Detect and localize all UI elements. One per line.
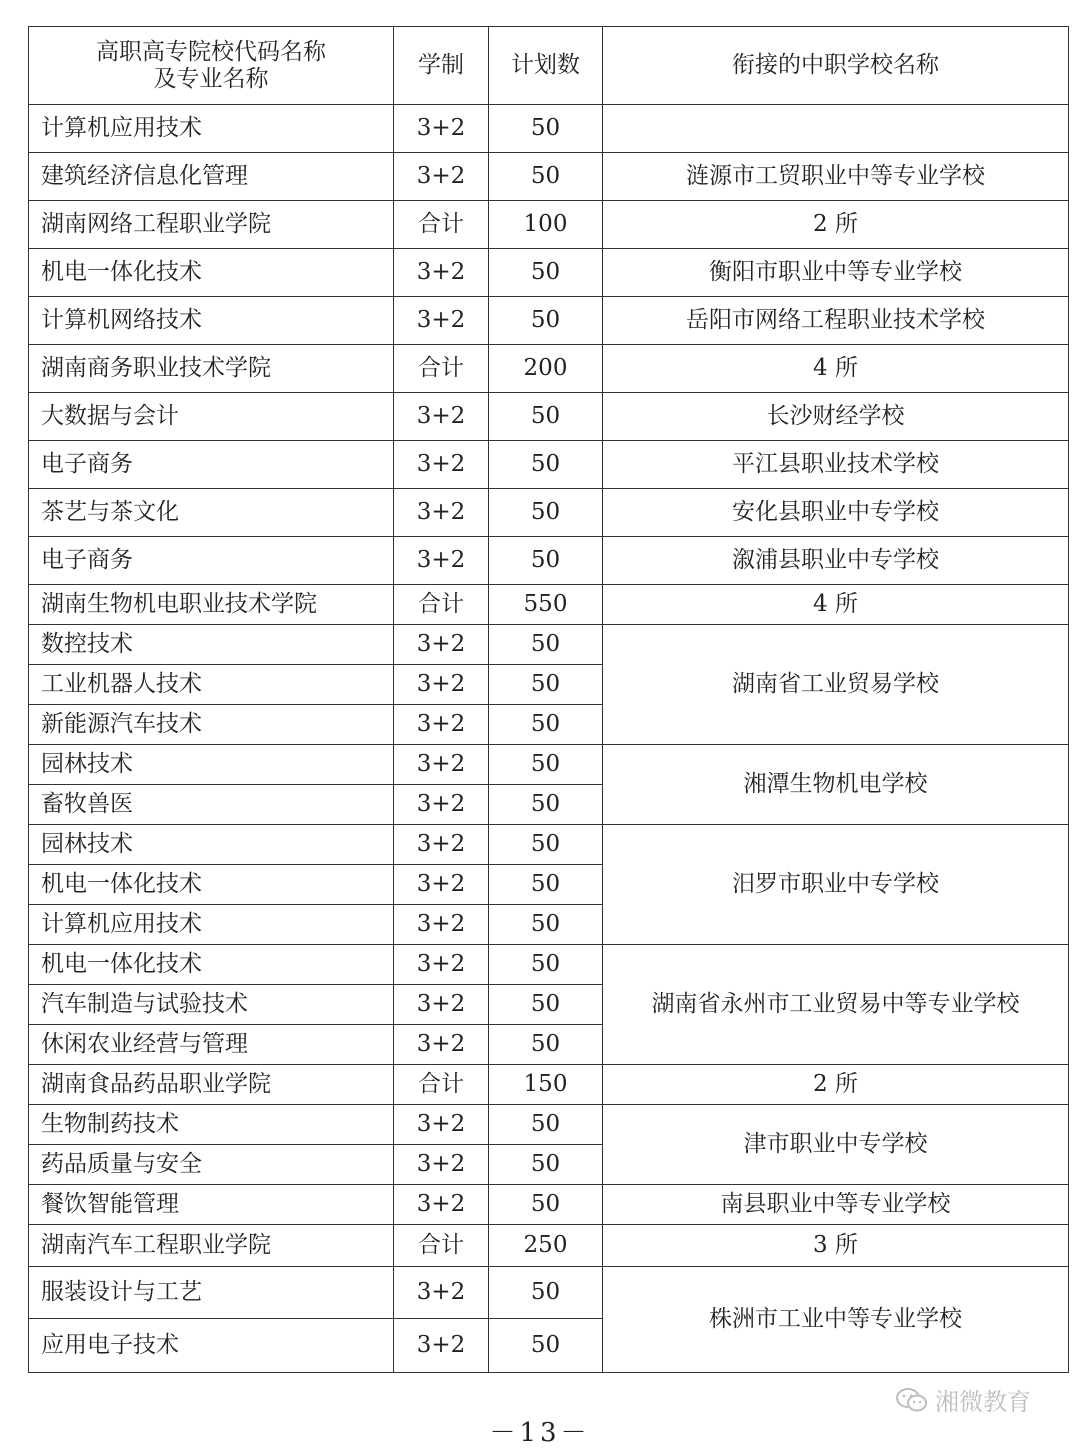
table-row: [29, 1225, 1069, 1267]
quota-cell: 200: [489, 345, 603, 393]
school-cell: 3 所: [603, 1225, 1069, 1267]
quota-cell: 150: [489, 1065, 603, 1105]
major-name-cell: 大数据与会计: [29, 393, 394, 441]
major-name-cell: 计算机网络技术: [29, 297, 394, 345]
major-name-cell: 生物制药技术: [29, 1105, 394, 1145]
header-college-major-line1: 高职高专院校代码名称: [96, 39, 326, 66]
major-name-cell: 电子商务: [29, 441, 394, 489]
major-name-cell: 机电一体化技术: [29, 249, 394, 297]
quota-cell: 50: [489, 785, 603, 825]
table-row: [29, 585, 1069, 625]
table-row: [29, 825, 1069, 865]
school-cell: 南县职业中等专业学校: [603, 1185, 1069, 1225]
quota-cell: 50: [489, 1025, 603, 1065]
major-name-cell: 数控技术: [29, 625, 394, 665]
table-row: [29, 297, 1069, 345]
school-cell: 株洲市工业中等专业学校: [603, 1267, 1069, 1373]
school-cell: 溆浦县职业中专学校: [603, 537, 1069, 585]
header-college-major: [29, 27, 394, 105]
duration-cell: 合计: [394, 201, 489, 249]
duration-cell: 3+2: [394, 1319, 489, 1373]
table-row: [29, 441, 1069, 489]
quota-cell: 550: [489, 585, 603, 625]
header-duration: 学制: [394, 27, 489, 105]
school-cell: 湖南省工业贸易学校: [603, 625, 1069, 745]
quota-cell: 50: [489, 665, 603, 705]
school-cell: 衡阳市职业中等专业学校: [603, 249, 1069, 297]
school-cell: [603, 105, 1069, 153]
duration-cell: 3+2: [394, 297, 489, 345]
quota-cell: 50: [489, 825, 603, 865]
table-row: [29, 153, 1069, 201]
quota-cell: 50: [489, 1267, 603, 1319]
school-cell: 长沙财经学校: [603, 393, 1069, 441]
quota-cell: 50: [489, 705, 603, 745]
major-name-cell: 建筑经济信息化管理: [29, 153, 394, 201]
quota-cell: 50: [489, 249, 603, 297]
table-row: [29, 1185, 1069, 1225]
duration-cell: 3+2: [394, 985, 489, 1025]
major-name-cell: 湖南生物机电职业技术学院: [29, 585, 394, 625]
major-name-cell: 湖南食品药品职业学院: [29, 1065, 394, 1105]
school-cell: 津市职业中专学校: [603, 1105, 1069, 1185]
duration-cell: 合计: [394, 585, 489, 625]
school-cell: 湘潭生物机电学校: [603, 745, 1069, 825]
major-name-cell: 计算机应用技术: [29, 105, 394, 153]
school-cell: 4 所: [603, 345, 1069, 393]
table-row: [29, 745, 1069, 785]
table-row: [29, 625, 1069, 665]
table-row: [29, 393, 1069, 441]
school-cell: 安化县职业中专学校: [603, 489, 1069, 537]
quota-cell: 50: [489, 441, 603, 489]
duration-cell: 3+2: [394, 825, 489, 865]
major-name-cell: 茶艺与茶文化: [29, 489, 394, 537]
enrollment-plan-table: [28, 26, 1069, 1373]
duration-cell: 3+2: [394, 249, 489, 297]
school-cell: 2 所: [603, 201, 1069, 249]
table-row: [29, 105, 1069, 153]
quota-cell: 50: [489, 945, 603, 985]
major-name-cell: 计算机应用技术: [29, 905, 394, 945]
major-name-cell: 新能源汽车技术: [29, 705, 394, 745]
major-name-cell: 园林技术: [29, 825, 394, 865]
quota-cell: 50: [489, 489, 603, 537]
quota-cell: 50: [489, 865, 603, 905]
school-cell: 4 所: [603, 585, 1069, 625]
table-row: [29, 1267, 1069, 1319]
duration-cell: 3+2: [394, 1267, 489, 1319]
duration-cell: 3+2: [394, 537, 489, 585]
header-quota: 计划数: [489, 27, 603, 105]
quota-cell: 250: [489, 1225, 603, 1267]
duration-cell: 3+2: [394, 705, 489, 745]
duration-cell: 3+2: [394, 393, 489, 441]
major-name-cell: 餐饮智能管理: [29, 1185, 394, 1225]
major-name-cell: 畜牧兽医: [29, 785, 394, 825]
quota-cell: 50: [489, 905, 603, 945]
major-name-cell: 服装设计与工艺: [29, 1267, 394, 1319]
major-name-cell: 工业机器人技术: [29, 665, 394, 705]
watermark-text: 湘微教育: [935, 1388, 1031, 1416]
duration-cell: 3+2: [394, 105, 489, 153]
duration-cell: 3+2: [394, 1145, 489, 1185]
quota-cell: 50: [489, 537, 603, 585]
table-row: [29, 945, 1069, 985]
duration-cell: 3+2: [394, 665, 489, 705]
duration-cell: 合计: [394, 345, 489, 393]
quota-cell: 50: [489, 297, 603, 345]
duration-cell: 3+2: [394, 441, 489, 489]
duration-cell: 合计: [394, 1065, 489, 1105]
major-name-cell: 园林技术: [29, 745, 394, 785]
school-cell: 2 所: [603, 1065, 1069, 1105]
school-cell: 涟源市工贸职业中等专业学校: [603, 153, 1069, 201]
quota-cell: 50: [489, 625, 603, 665]
quota-cell: 50: [489, 153, 603, 201]
school-cell: 汨罗市职业中专学校: [603, 825, 1069, 945]
table-row: [29, 489, 1069, 537]
major-name-cell: 湖南汽车工程职业学院: [29, 1225, 394, 1267]
duration-cell: 合计: [394, 1225, 489, 1267]
major-name-cell: 湖南商务职业技术学院: [29, 345, 394, 393]
duration-cell: 3+2: [394, 625, 489, 665]
duration-cell: 3+2: [394, 785, 489, 825]
school-cell: 湖南省永州市工业贸易中等专业学校: [603, 945, 1069, 1065]
page-number: －13－: [489, 1418, 591, 1448]
table-row: [29, 201, 1069, 249]
table-row: [29, 1065, 1069, 1105]
duration-cell: 3+2: [394, 153, 489, 201]
major-name-cell: 机电一体化技术: [29, 945, 394, 985]
table-row: [29, 249, 1069, 297]
major-name-cell: 湖南网络工程职业学院: [29, 201, 394, 249]
major-name-cell: 药品质量与安全: [29, 1145, 394, 1185]
quota-cell: 50: [489, 393, 603, 441]
duration-cell: 3+2: [394, 865, 489, 905]
quota-cell: 50: [489, 1185, 603, 1225]
table-header-row: [29, 27, 1069, 105]
header-college-major-line2: 及专业名称: [153, 65, 269, 92]
quota-cell: 100: [489, 201, 603, 249]
quota-cell: 50: [489, 1319, 603, 1373]
duration-cell: 3+2: [394, 1105, 489, 1145]
school-cell: 平江县职业技术学校: [603, 441, 1069, 489]
major-name-cell: 应用电子技术: [29, 1319, 394, 1373]
table-row: [29, 345, 1069, 393]
major-name-cell: 机电一体化技术: [29, 865, 394, 905]
major-name-cell: 休闲农业经营与管理: [29, 1025, 394, 1065]
duration-cell: 3+2: [394, 905, 489, 945]
major-name-cell: 电子商务: [29, 537, 394, 585]
duration-cell: 3+2: [394, 489, 489, 537]
duration-cell: 3+2: [394, 1185, 489, 1225]
quota-cell: 50: [489, 1105, 603, 1145]
duration-cell: 3+2: [394, 945, 489, 985]
wechat-icon: [895, 1387, 929, 1413]
quota-cell: 50: [489, 1145, 603, 1185]
duration-cell: 3+2: [394, 1025, 489, 1065]
table-row: [29, 1105, 1069, 1145]
major-name-cell: 汽车制造与试验技术: [29, 985, 394, 1025]
table-row: [29, 537, 1069, 585]
quota-cell: 50: [489, 985, 603, 1025]
duration-cell: 3+2: [394, 745, 489, 785]
quota-cell: 50: [489, 105, 603, 153]
school-cell: 岳阳市网络工程职业技术学校: [603, 297, 1069, 345]
quota-cell: 50: [489, 745, 603, 785]
header-school: 衔接的中职学校名称: [603, 27, 1069, 105]
